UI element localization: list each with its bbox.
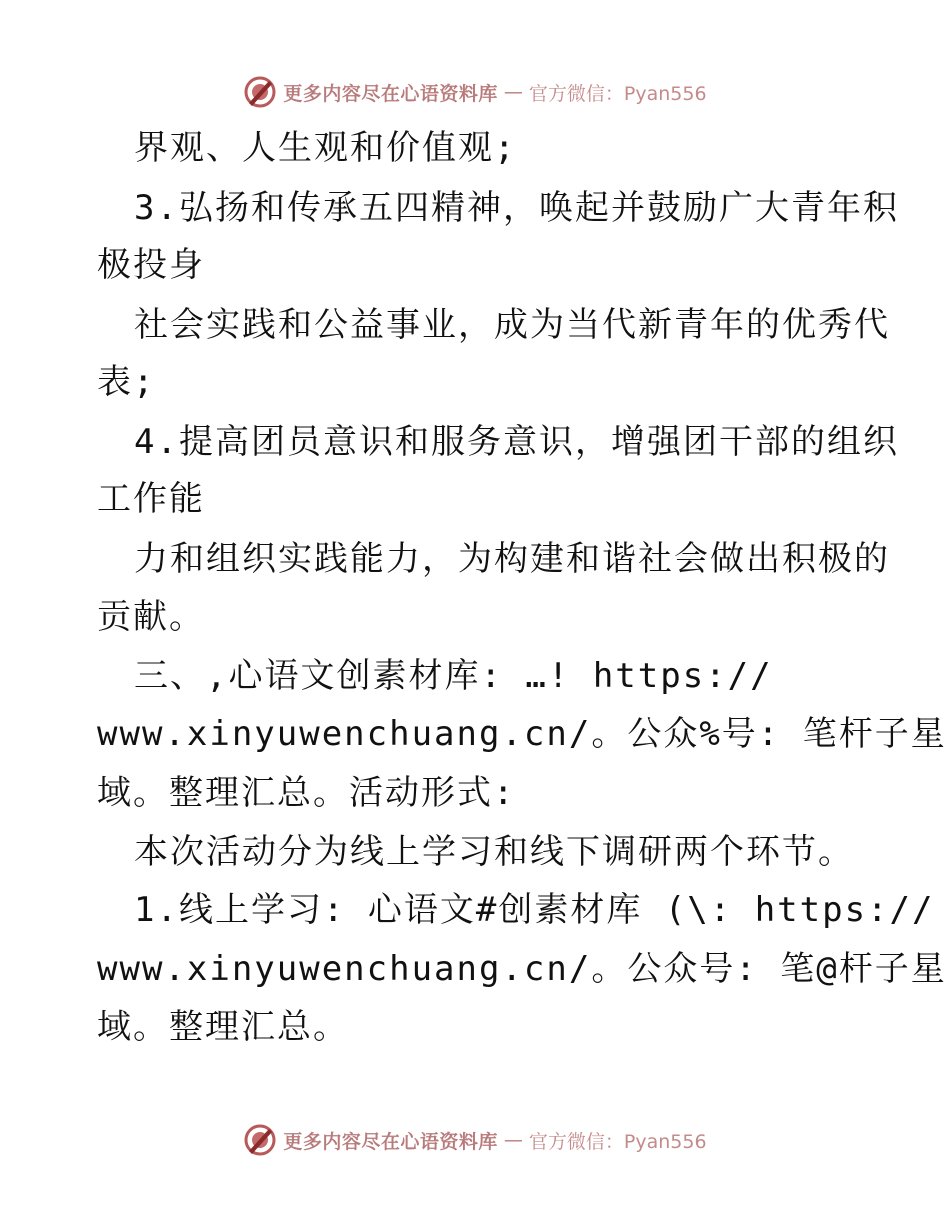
body-line: 3.弘扬和传承五四精神，唤起并鼓励广大青年积 (134, 188, 899, 228)
footer-watermark (0, 1120, 950, 1160)
body-line: 力和组织实践能力，为构建和谐社会做出积极的 (134, 539, 890, 579)
body-line: 本次活动分为线上学习和线下调研两个环节。 (134, 832, 854, 872)
body-line: 表; (97, 362, 156, 402)
quill-seal-logo-icon (243, 75, 277, 109)
body-line: 社会实践和公益事业，成为当代新青年的优秀代 (134, 305, 890, 345)
watermark-separator: — (503, 1129, 523, 1151)
body-line: 4.提高团员意识和服务意识，增强团干部的组织 (134, 422, 899, 462)
watermark-site-text: 更多内容尽在心语资料库 (283, 82, 498, 105)
body-line: 工作能 (97, 479, 205, 519)
body-line: 域。整理汇总。活动形式: (97, 773, 516, 813)
watermark-account-text: 官方微信：Pyan556 (528, 82, 707, 105)
quill-seal-logo-icon (243, 1123, 277, 1157)
watermark-account-text: 官方微信：Pyan556 (528, 1130, 707, 1153)
body-line: 1.线上学习: 心语文#创素材库 (\: https:// (134, 890, 935, 930)
body-line: 域。整理汇总。 (97, 1007, 349, 1047)
body-line: 界观、人生观和价值观; (134, 128, 517, 168)
watermark-separator: — (503, 81, 523, 103)
watermark-site-text: 更多内容尽在心语资料库 (283, 1130, 498, 1153)
body-line: 三、,心语文创素材库: …! https:// (134, 656, 773, 696)
body-line: www.xinyuwenchuang.cn/。公众%号: 笔杆子星 (97, 714, 947, 754)
header-watermark (0, 72, 950, 112)
body-line: 极投身 (97, 245, 205, 285)
body-line: www.xinyuwenchuang.cn/。公众号: 笔@杆子星 (97, 949, 947, 989)
body-line: 贡献。 (97, 597, 205, 637)
